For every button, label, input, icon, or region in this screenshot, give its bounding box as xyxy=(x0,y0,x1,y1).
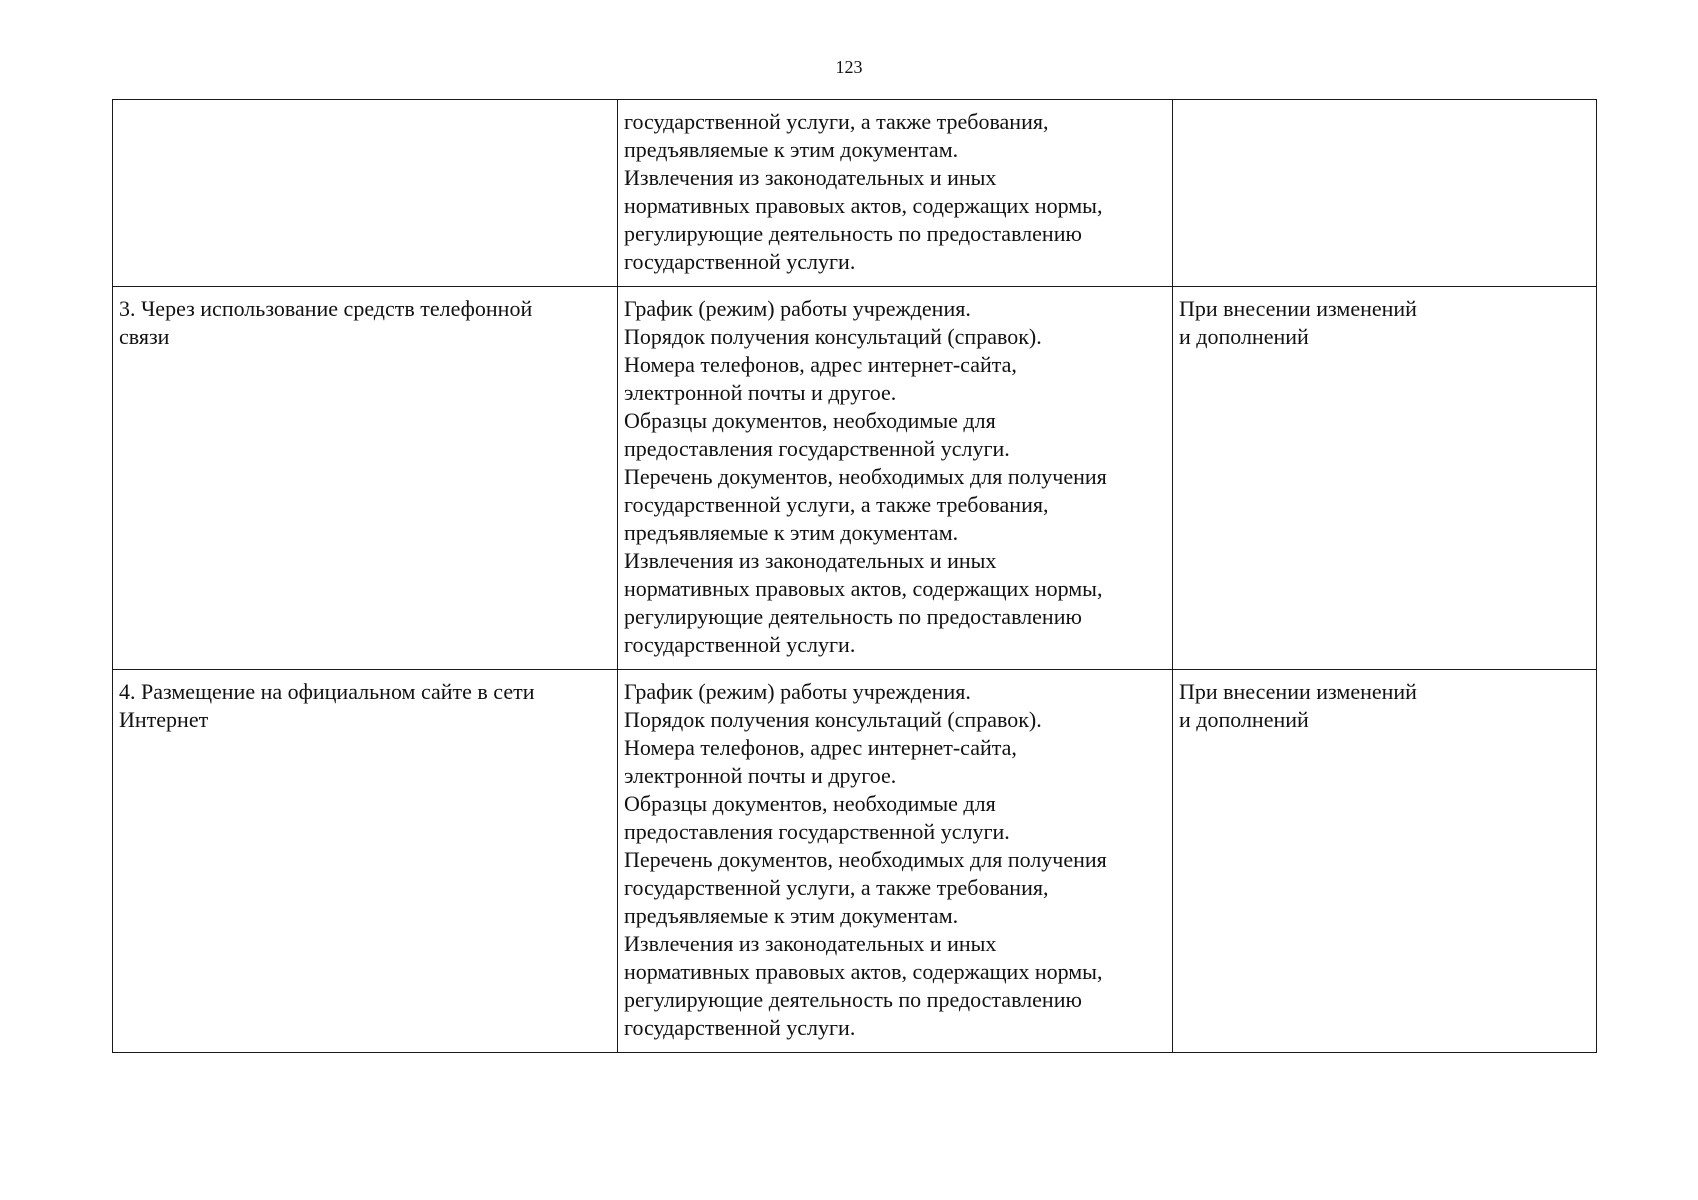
cell-text-line: График (режим) работы учреждения. xyxy=(624,296,971,321)
cell-text-line: государственной услуги, а также требования, xyxy=(624,492,1049,517)
cell-text-line: предоставления государственной услуги. xyxy=(624,819,1010,844)
content-cell xyxy=(618,100,1173,287)
cell-text-line: электронной почты и другое. xyxy=(624,380,897,405)
content-cell xyxy=(618,670,1173,1053)
cell-text-line: регулирующие деятельность по предоставлению xyxy=(624,221,1082,246)
cell-text-line: и дополнений xyxy=(1179,707,1309,732)
cell-text-line: При внесении изменений xyxy=(1179,679,1417,704)
cell-text-line: 4. Размещение на официальном сайте в сети xyxy=(119,679,535,704)
cell-text-line: государственной услуги, а также требования, xyxy=(624,109,1049,134)
cell-text-line: Интернет xyxy=(119,707,209,732)
cell-text-line: Номера телефонов, адрес интернет-сайта, xyxy=(624,352,1017,377)
cell-text-line: предоставления государственной услуги. xyxy=(624,436,1010,461)
cell-text-line: При внесении изменений xyxy=(1179,296,1417,321)
cell-text-line: 3. Через использование средств телефонной xyxy=(119,296,533,321)
cell-text-line: предъявляемые к этим документам. xyxy=(624,903,959,928)
cell-text-line: государственной услуги. xyxy=(624,1015,856,1040)
cell-text-line: Номера телефонов, адрес интернет-сайта, xyxy=(624,735,1017,760)
cell-text-line: Перечень документов, необходимых для получения xyxy=(624,464,1107,489)
cell-text-line: и дополнений xyxy=(1179,324,1309,349)
method-cell xyxy=(113,670,618,1053)
cell-text-line: предъявляемые к этим документам. xyxy=(624,520,959,545)
cell-text-line: Извлечения из законодательных и иных xyxy=(624,931,997,956)
cell-text-line: нормативных правовых актов, содержащих нормы, xyxy=(624,576,1103,601)
cell-text-line: предъявляемые к этим документам. xyxy=(624,137,959,162)
table-row xyxy=(113,100,1597,287)
cell-text-line: Извлечения из законодательных и иных xyxy=(624,165,997,190)
cell-text-line: регулирующие деятельность по предоставлению xyxy=(624,987,1082,1012)
cell-text-line: Извлечения из законодательных и иных xyxy=(624,548,997,573)
cell-text-line: Порядок получения консультаций (справок). xyxy=(624,707,1042,732)
table-row xyxy=(113,670,1597,1053)
table-body xyxy=(113,100,1597,1053)
information-table xyxy=(112,99,1597,1053)
cell-text-line: регулирующие деятельность по предоставлению xyxy=(624,604,1082,629)
cell-text-line: Образцы документов, необходимые для xyxy=(624,408,996,433)
update-timing-cell xyxy=(1173,100,1597,287)
cell-text-line: связи xyxy=(119,324,170,349)
cell-text-line: Перечень документов, необходимых для получения xyxy=(624,847,1107,872)
page-number: 123 xyxy=(835,57,863,77)
cell-text-line: электронной почты и другое. xyxy=(624,763,897,788)
table-row xyxy=(113,287,1597,670)
cell-text-line: Образцы документов, необходимые для xyxy=(624,791,996,816)
method-cell xyxy=(113,287,618,670)
cell-text-line: нормативных правовых актов, содержащих нормы, xyxy=(624,959,1103,984)
update-timing-cell xyxy=(1173,287,1597,670)
cell-text-line: государственной услуги, а также требования, xyxy=(624,875,1049,900)
cell-text-line: нормативных правовых актов, содержащих нормы, xyxy=(624,193,1103,218)
cell-text-line: государственной услуги. xyxy=(624,632,856,657)
update-timing-cell xyxy=(1173,670,1597,1053)
content-cell xyxy=(618,287,1173,670)
cell-text-line: государственной услуги. xyxy=(624,249,856,274)
cell-text-line: График (режим) работы учреждения. xyxy=(624,679,971,704)
cell-text-line: Порядок получения консультаций (справок). xyxy=(624,324,1042,349)
method-cell xyxy=(113,100,618,287)
